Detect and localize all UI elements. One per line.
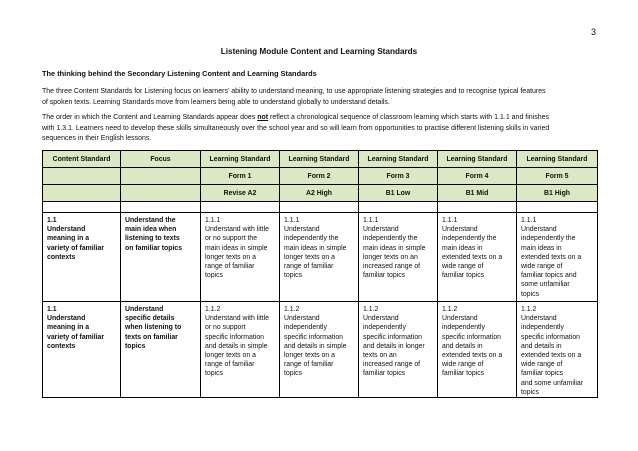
header-row-cell: Learning Standard [201, 151, 280, 168]
header-row-cell: Focus [121, 151, 201, 168]
form-row-cell: Form 1 [201, 168, 280, 185]
learning-standard-cell: 1.1.2 Understand independently specific information and details in longer texts on an increased range of familiar topics [359, 302, 438, 398]
order-paragraph [42, 113, 602, 145]
level-row-cell: B1 Low [359, 185, 438, 202]
learning-standard-cell: 1.1.1 Understand independently the main ideas in extended texts on a wide range of familiar topics and some unfamiliar topics [517, 213, 598, 302]
level-row-cell: B1 Mid [438, 185, 517, 202]
section-subtitle: The thinking behind the Secondary Listening Content and Learning Standards [42, 69, 317, 78]
content-standard-cell: 1.1 Understand meaning in a variety of familiar contexts [43, 213, 121, 302]
header-row-cell: Learning Standard [359, 151, 438, 168]
header-row-cell: Learning Standard [438, 151, 517, 168]
level-row-cell: B1 High [517, 185, 598, 202]
learning-standard-cell: 1.1.1 Understand independently the main ideas in extended texts on a wide range of familiar topics [438, 213, 517, 302]
level-row-cell: Revise A2 [201, 185, 280, 202]
learning-standard-cell: 1.1.2 Understand with little or no support specific information and details in simple longer texts on a range of familiar topics [201, 302, 280, 398]
header-row-cell: Learning Standard [517, 151, 598, 168]
intro-paragraph [42, 87, 602, 108]
table-row [43, 302, 598, 398]
learning-standard-cell: 1.1.2 Understand independently specific information and details in extended texts on a wide range of familiar topics and some unfamiliar topics [517, 302, 598, 398]
intro-line: of spoken texts. Learning Standards move from learners being able to understand globally to understand details. [42, 98, 390, 106]
form-row-cell [43, 168, 121, 185]
learning-standard-cell: 1.1.1 Understand independently the main ideas in simple longer texts on a range of familiar topics [280, 213, 359, 302]
header-row-cell: Learning Standard [280, 151, 359, 168]
form-row-cell: Form 5 [517, 168, 598, 185]
learning-standard-cell: 1.1.1 Understand independently the main ideas in simple longer texts on an increased range of familiar topics [359, 213, 438, 302]
level-row [43, 185, 598, 202]
form-row-cell: Form 2 [280, 168, 359, 185]
form-row-cell: Form 4 [438, 168, 517, 185]
page-title: Listening Module Content and Learning Standards [220, 47, 418, 56]
spacer-row [43, 202, 598, 213]
order-line: with 1.3.1. Learners need to develop these skills simultaneously over the school year and so will learn from opportunities to practise different listening skills in varied [42, 124, 550, 132]
level-row-cell [43, 185, 121, 202]
focus-cell: Understand the main idea when listening to texts on familiar topics [121, 213, 201, 302]
form-row [43, 168, 598, 185]
learning-standard-cell: 1.1.2 Understand independently specific information and details in extended texts on a wide range of familiar topics [438, 302, 517, 398]
form-row-cell: Form 3 [359, 168, 438, 185]
focus-cell: Understand specific details when listening to texts on familiar topics [121, 302, 201, 398]
header-row [43, 151, 598, 168]
header-row-cell: Content Standard [43, 151, 121, 168]
intro-line: The three Content Standards for Listening focus on learners’ ability to understand meaning, to use appropriate listening strategies and to recognise typical features [42, 88, 546, 95]
level-row-cell: A2 High [280, 185, 359, 202]
order-line: The order in which the Content and Learning Standards appear does not reflect a chronological sequence of classroom learning which starts with 1.1.1 and finishes [42, 114, 550, 121]
level-row-cell [121, 185, 201, 202]
order-line: sequences in their English lessons. [42, 135, 152, 142]
table-row [43, 213, 598, 302]
standards-table [42, 150, 598, 398]
learning-standard-cell: 1.1.2 Understand independently specific information and details in simple longer texts on a range of familiar topics [280, 302, 359, 398]
page-number: 3 [590, 27, 596, 37]
learning-standard-cell: 1.1.1 Understand with little or no support the main ideas in simple longer texts on a range of familiar topics [201, 213, 280, 302]
content-standard-cell: 1.1 Understand meaning in a variety of familiar contexts [43, 302, 121, 398]
form-row-cell [121, 168, 201, 185]
emphasis-not: not [257, 114, 269, 121]
